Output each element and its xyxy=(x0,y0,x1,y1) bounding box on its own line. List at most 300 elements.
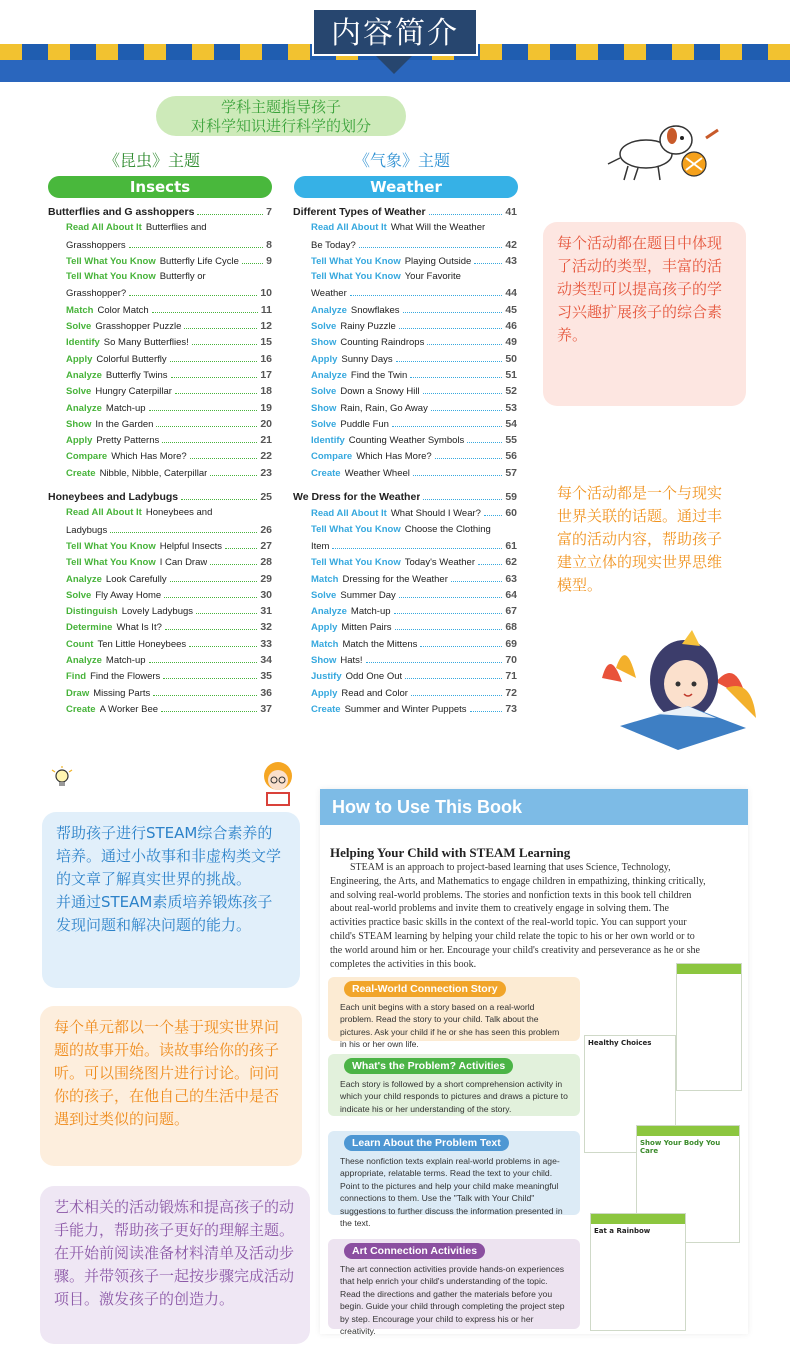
toc-entry-title: Which Has More? xyxy=(356,451,432,463)
toc-entry-title: Helpful Insects xyxy=(159,540,223,552)
toc-entry-title: So Many Butterflies! xyxy=(103,337,189,349)
book-page xyxy=(320,789,748,1337)
toc-entry xyxy=(48,524,272,540)
toc-entry-title: Different Types of Weather xyxy=(293,206,426,218)
toc-leader-dots xyxy=(403,312,503,313)
toc-page-number: 53 xyxy=(505,401,517,414)
girl-reading-illustration xyxy=(596,618,762,754)
toc-entry xyxy=(293,670,517,686)
toc-entry-title: A Worker Bee xyxy=(99,703,159,715)
toc-page-number: 43 xyxy=(505,254,517,267)
toc-entry xyxy=(293,320,517,336)
toc-page-number: 36 xyxy=(260,686,272,699)
toc-leader-dots xyxy=(399,328,503,329)
toc-entry xyxy=(48,605,272,621)
toc-activity-type: Solve xyxy=(311,321,337,333)
toc-entry-title: Your Favorite xyxy=(404,271,461,283)
toc-activity-type: Tell What You Know xyxy=(66,540,156,552)
toc-leader-dots xyxy=(129,247,263,248)
toc-page-number: 25 xyxy=(260,491,272,504)
toc-leader-dots xyxy=(181,499,257,500)
toc-entry xyxy=(48,507,272,523)
toc-page-number: 56 xyxy=(505,450,517,463)
callout-real-world-topic: 每个活动都是一个与现实世界关联的话题。通过丰富的活动内容，帮助孩子建立立体的现实世界思维模型。 xyxy=(543,472,747,608)
toc-page-number: 18 xyxy=(260,385,272,398)
toc-entry xyxy=(48,369,272,385)
toc-activity-type: Apply xyxy=(311,622,338,634)
toc-entry-title: Color Match xyxy=(97,304,149,316)
toc-page-number: 63 xyxy=(505,572,517,585)
toc-leader-dots xyxy=(171,377,258,378)
toc-leader-dots xyxy=(395,629,503,630)
toc-entry-title: Weather Wheel xyxy=(344,467,410,479)
toc-activity-type: Create xyxy=(311,703,341,715)
toc-leader-dots xyxy=(242,263,263,264)
toc-entry xyxy=(48,450,272,466)
toc-page-number: 16 xyxy=(260,352,272,365)
toc-leader-dots xyxy=(192,344,258,345)
toc-activity-type: Create xyxy=(66,467,96,479)
thumbnail-yummy-ache xyxy=(676,963,742,1091)
toc-leader-dots xyxy=(394,613,503,614)
toc-page-number: 15 xyxy=(260,336,272,349)
toc-page-number: 52 xyxy=(505,385,517,398)
toc-unit-heading xyxy=(48,491,272,507)
activity-label: What's the Problem? Activities xyxy=(344,1058,513,1074)
toc-entry xyxy=(293,239,517,255)
toc-leader-dots xyxy=(427,344,502,345)
toc-page-number: 62 xyxy=(505,556,517,569)
toc-entry xyxy=(48,703,272,719)
toc-entry-title: Pretty Patterns xyxy=(96,435,160,447)
toc-page-number: 73 xyxy=(505,702,517,715)
toc-entry xyxy=(293,621,517,637)
toc-entry xyxy=(48,402,272,418)
toc-entry xyxy=(293,402,517,418)
toc-page-number: 50 xyxy=(505,352,517,365)
toc-entry-title: Look Carefully xyxy=(105,573,167,585)
toc-entry-title: Nibble, Nibble, Caterpillar xyxy=(99,467,208,479)
toc-entry-title: Find the Twin xyxy=(350,369,408,381)
toc-activity-type: Show xyxy=(66,418,92,430)
toc-leader-dots xyxy=(470,711,503,712)
toc-entry-title: Hungry Caterpillar xyxy=(95,386,172,398)
title-notch xyxy=(376,56,412,74)
toc-entry xyxy=(293,271,517,287)
toc-page-number: 20 xyxy=(260,417,272,430)
toc-activity-type: Tell What You Know xyxy=(66,271,156,283)
toc-entry xyxy=(293,353,517,369)
toc-page-number: 23 xyxy=(260,466,272,479)
toc-leader-dots xyxy=(332,548,502,549)
toc-entry-title: Butterfly Twins xyxy=(105,369,168,381)
toc-activity-type: Tell What You Know xyxy=(66,255,156,267)
toc-page-number: 67 xyxy=(505,605,517,618)
toc-entry xyxy=(293,336,517,352)
dog-illustration xyxy=(598,118,722,186)
toc-leader-dots xyxy=(405,678,502,679)
toc-leader-dots xyxy=(431,410,502,411)
toc-page-number: 33 xyxy=(260,637,272,650)
toc-entry-title: What Will the Weather xyxy=(390,222,486,234)
toc-page-number: 12 xyxy=(260,320,272,333)
toc-entry xyxy=(48,385,272,401)
toc-leader-dots xyxy=(474,263,502,264)
toc-activity-type: Compare xyxy=(311,451,353,463)
toc-entry-title: What Should I Wear? xyxy=(390,508,481,520)
toc-entry xyxy=(48,255,272,271)
toc-activity-type: Identify xyxy=(66,337,100,349)
toc-page-number: 51 xyxy=(505,368,517,381)
toc-entry-title: Down a Snowy Hill xyxy=(340,386,420,398)
toc-entry-title: Match-up xyxy=(105,402,146,414)
toc-activity-type: Create xyxy=(311,467,341,479)
toc-activity-type: Read All About It xyxy=(66,222,142,234)
toc-leader-dots xyxy=(170,361,258,362)
toc-page-number: 69 xyxy=(505,637,517,650)
toc-entry-title: Fly Away Home xyxy=(95,589,162,601)
activity-learn-about-problem xyxy=(328,1131,580,1229)
toc-activity-type: Analyze xyxy=(66,573,102,585)
toc-entry-title: Summer and Winter Puppets xyxy=(344,703,467,715)
toc-activity-type: Tell What You Know xyxy=(66,557,156,569)
toc-page-number: 68 xyxy=(505,621,517,634)
toc-entry xyxy=(293,467,517,483)
book-subheading: Helping Your Child with STEAM Learning xyxy=(330,845,571,860)
toc-entry-title: Item xyxy=(311,540,330,552)
toc-activity-type: Match xyxy=(311,638,339,650)
toc-leader-dots xyxy=(161,711,257,712)
toc-entry xyxy=(293,605,517,621)
toc-page-number: 55 xyxy=(505,434,517,447)
book-intro: STEAM is an approach to project-based learning that uses Science, Technology, Engineering, the Arts, and Mathematics to engage children in empathizing, thinking critically, and solving real-world problems. The stories and nonfiction texts in this book tell children about real-world problems and invite them to creatively engage in solving them. The activities practice basic skills in the context of the real-world topic. You can support your child's STEAM learning by helping your child relate the topic to his or her own world or to the world around him or her. Encourage your child's creativity and perseverance as he or she completes the activities in this book. xyxy=(330,862,706,970)
toc-entry-title: Honeybees and Ladybugs xyxy=(48,491,179,504)
activity-art-connection xyxy=(328,1239,580,1337)
toc-leader-dots xyxy=(451,581,502,582)
toc-page-number: 59 xyxy=(505,491,517,504)
toc-entry xyxy=(293,687,517,703)
toc-entry-title: Rain, Rain, Go Away xyxy=(340,402,428,414)
toc-gap xyxy=(293,483,517,491)
toc-activity-type: Tell What You Know xyxy=(311,271,401,283)
toc-activity-type: Determine xyxy=(66,622,113,634)
toc-entry-title: Colorful Butterfly xyxy=(96,353,167,365)
toc-entry-title: Which Has More? xyxy=(111,451,187,463)
toc-entry xyxy=(48,556,272,572)
callout-art: 艺术相关的活动锻炼和提高孩子的动手能力，帮助孩子更好的理解主题。在开始前阅读准备材料清单及活动步骤。并带领孩子一起按步骤完成活动项目。激发孩子的创造力。 xyxy=(40,1186,310,1344)
toc-entry xyxy=(48,434,272,450)
toc-activity-type: Find xyxy=(66,671,87,683)
activity-text: The art connection activities provide hands-on experiences that help enrich your child's understanding of the topic. Read the directions and gather the materials before you begin. Guide your child through completing the project step by step. Encourage your child to express his or her creativity. xyxy=(340,1264,565,1337)
toc-page-number: 27 xyxy=(260,539,272,552)
toc-page-number: 44 xyxy=(505,287,517,300)
toc-entry-title: Read and Color xyxy=(341,687,408,699)
toc-leader-dots xyxy=(184,328,257,329)
toc-leader-dots xyxy=(189,646,257,647)
toc-page-number: 64 xyxy=(505,588,517,601)
toc-page-number: 46 xyxy=(505,320,517,333)
toc-page-number: 11 xyxy=(260,303,272,316)
toc-entry-title: Butterflies and xyxy=(145,222,207,234)
toc-entry xyxy=(293,450,517,466)
toc-entry-title: In the Garden xyxy=(95,418,154,430)
toc-leader-dots xyxy=(190,458,258,459)
toc-leader-dots xyxy=(366,662,503,663)
toc-entry-title: Ladybugs xyxy=(66,524,108,536)
toc-leader-dots xyxy=(435,458,503,459)
toc-activity-type: Solve xyxy=(66,386,92,398)
toc-leader-dots xyxy=(196,613,257,614)
activity-label: Learn About the Problem Text xyxy=(344,1135,509,1151)
toc-entry xyxy=(293,255,517,271)
toc-activity-type: Read All About It xyxy=(311,222,387,234)
callout-steam xyxy=(42,812,300,988)
toc-entry-title: Be Today? xyxy=(311,239,356,251)
toc-leader-dots xyxy=(149,662,258,663)
toc-activity-type: Apply xyxy=(66,435,93,447)
toc-activity-type: Analyze xyxy=(66,655,102,667)
toc-entry-title: Lovely Ladybugs xyxy=(121,606,194,618)
toc-activity-type: Count xyxy=(66,638,94,650)
toc-entry-title: Puddle Fun xyxy=(340,418,389,430)
activity-label: Art Connection Activities xyxy=(344,1243,485,1259)
toc-activity-type: Tell What You Know xyxy=(311,557,401,569)
toc-entry-title: Hats! xyxy=(340,655,363,667)
toc-activity-type: Solve xyxy=(66,589,92,601)
toc-page-number: 21 xyxy=(260,434,272,447)
toc-entry xyxy=(293,638,517,654)
toc-entry-title: Snowflakes xyxy=(350,304,400,316)
toc-entry xyxy=(293,222,517,238)
toc-page-number: 54 xyxy=(505,417,517,430)
toc-page-number: 19 xyxy=(260,401,272,414)
toc-activity-type: Tell What You Know xyxy=(311,255,401,267)
toc-page-number: 70 xyxy=(505,654,517,667)
toc-entry-title: Match-up xyxy=(105,655,146,667)
toc-activity-type: Show xyxy=(311,337,337,349)
toc-entry-title: Ten Little Honeybees xyxy=(97,638,187,650)
toc-leader-dots xyxy=(165,629,257,630)
toc-entry xyxy=(293,385,517,401)
toc-entry-title: Grasshopper? xyxy=(66,288,127,300)
toc-page-number: 42 xyxy=(505,238,517,251)
toc-leader-dots xyxy=(410,377,502,378)
callout-story: 每个单元都以一个基于现实世界问题的故事开始。读故事给你的孩子听。可以围绕图片进行讨论。问问你的孩子，在他自己的生活中是否遇到过类似的问题。 xyxy=(40,1006,302,1166)
activity-whats-the-problem xyxy=(328,1054,580,1116)
toc-leader-dots xyxy=(170,581,258,582)
toc-leader-dots xyxy=(175,393,257,394)
insects-theme-title: 《昆虫》主题 xyxy=(104,151,201,170)
toc-page-number: 60 xyxy=(505,507,517,520)
toc-page-number: 8 xyxy=(266,238,272,251)
toc-page-number: 29 xyxy=(260,572,272,585)
toc-activity-type: Tell What You Know xyxy=(311,523,401,535)
toc-entry-title: Honeybees and xyxy=(145,507,213,519)
toc-entry-title: Dressing for the Weather xyxy=(342,573,448,585)
toc-unit-heading xyxy=(48,206,272,222)
toc-activity-type: Analyze xyxy=(66,369,102,381)
toc-entry xyxy=(293,507,517,523)
toc-entry xyxy=(48,271,272,287)
toc-leader-dots xyxy=(467,442,502,443)
activity-text: Each story is followed by a short comprehension activity in which your child responds to pictures and draws a picture to indicate his or her understanding of the story. xyxy=(340,1079,568,1114)
toc-entry-title: Odd One Out xyxy=(345,671,403,683)
toc-entry xyxy=(48,353,272,369)
toc-entry-title: Match the Mittens xyxy=(342,638,418,650)
toc-entry-title: Mitten Pairs xyxy=(341,622,392,634)
toc-entry-title: Counting Raindrops xyxy=(340,337,425,349)
toc-entry xyxy=(293,654,517,670)
toc-page-number: 30 xyxy=(260,588,272,601)
boy-reading-illustration xyxy=(254,756,304,812)
toc-unit-heading xyxy=(293,491,517,507)
toc-leader-dots xyxy=(478,564,502,565)
toc-entry xyxy=(48,687,272,703)
toc-leader-dots xyxy=(399,597,503,598)
toc-page-number: 28 xyxy=(260,556,272,569)
toc-activity-type: Solve xyxy=(311,386,337,398)
toc-entry xyxy=(48,418,272,434)
toc-page-number: 37 xyxy=(260,702,272,715)
toc-entry-title: Butterfly Life Cycle xyxy=(159,255,239,267)
page-title: 内容简介 xyxy=(312,8,478,56)
toc-entry-title: We Dress for the Weather xyxy=(293,491,421,504)
toc-activity-type: Analyze xyxy=(311,606,347,618)
toc-activity-type: Show xyxy=(311,402,337,414)
toc-entry-title: Weather xyxy=(311,288,347,300)
subject-line-1: 学科主题指导孩子 xyxy=(220,98,341,116)
toc-entry xyxy=(293,287,517,303)
toc-entry xyxy=(293,556,517,572)
toc-entry xyxy=(48,239,272,255)
toc-entry xyxy=(48,287,272,303)
toc-page-number: 71 xyxy=(505,670,517,683)
toc-entry xyxy=(293,304,517,320)
toc-entry xyxy=(293,524,517,540)
toc-page-number: 7 xyxy=(266,206,272,218)
toc-gap xyxy=(48,483,272,491)
toc-activity-type: Analyze xyxy=(66,402,102,414)
insects-section-bar: Insects xyxy=(48,176,272,198)
toc-page-number: 72 xyxy=(505,686,517,699)
subject-pill xyxy=(156,96,406,136)
toc-activity-type: Solve xyxy=(311,418,337,430)
toc-leader-dots xyxy=(411,695,502,696)
toc-entry-title: Counting Weather Symbols xyxy=(348,435,465,447)
toc-page-number: 34 xyxy=(260,654,272,667)
toc-activity-type: Draw xyxy=(66,687,90,699)
toc-entry-title: Grasshopper Puzzle xyxy=(95,321,182,333)
toc-activity-type: Apply xyxy=(311,353,338,365)
toc-entry xyxy=(293,589,517,605)
toc-activity-type: Read All About It xyxy=(66,507,142,519)
toc-entry-title: Today's Weather xyxy=(404,557,476,569)
toc-leader-dots xyxy=(110,532,257,533)
toc-leader-dots xyxy=(153,695,257,696)
callout-steam-text-2: 并通过STEAM素质培养锻炼孩子发现问题和解决问题的能力。 xyxy=(56,893,273,934)
thumbnail-title: Show Your Body You Care xyxy=(640,1139,721,1155)
toc-activity-type: Show xyxy=(311,655,337,667)
toc-activity-type: Analyze xyxy=(311,369,347,381)
toc-leader-dots xyxy=(197,214,263,215)
toc-page-number: 10 xyxy=(260,287,272,300)
toc-entry-title: Playing Outside xyxy=(404,255,472,267)
toc-leader-dots xyxy=(156,426,257,427)
toc-entry-title: Find the Flowers xyxy=(90,671,161,683)
toc-activity-type: Analyze xyxy=(311,304,347,316)
toc-leader-dots xyxy=(210,475,257,476)
toc-entry xyxy=(293,573,517,589)
toc-entry xyxy=(48,621,272,637)
toc-leader-dots xyxy=(359,247,503,248)
toc-entry xyxy=(293,418,517,434)
toc-page-number: 45 xyxy=(505,303,517,316)
toc-activity-type: Match xyxy=(311,573,339,585)
toc-activity-type: Create xyxy=(66,703,96,715)
toc-page-number: 9 xyxy=(266,254,272,267)
book-heading: How to Use This Book xyxy=(320,789,748,825)
toc-leader-dots xyxy=(392,426,502,427)
toc-leader-dots xyxy=(162,442,257,443)
toc-leader-dots xyxy=(484,515,502,516)
toc-entry xyxy=(48,670,272,686)
activity-label: Real-World Connection Story xyxy=(344,981,506,997)
toc-entry xyxy=(48,589,272,605)
toc-leader-dots xyxy=(164,597,257,598)
toc-leader-dots xyxy=(396,361,503,362)
toc-page-number: 17 xyxy=(260,368,272,381)
callout-steam-text-1: 帮助孩子进行STEAM综合素养的培养。通过小故事和非虚构类文学的文章了解真实世界的挑战。 xyxy=(56,824,282,888)
toc-entry-title: I Can Draw xyxy=(159,557,208,569)
toc-entry xyxy=(293,703,517,719)
toc-entry-title: Butterflies and G asshoppers xyxy=(48,206,195,218)
insects-toc xyxy=(48,206,272,719)
lightbulb-icon xyxy=(50,766,74,790)
toc-activity-type: Distinguish xyxy=(66,606,118,618)
weather-toc xyxy=(293,206,517,719)
toc-leader-dots xyxy=(420,646,502,647)
toc-activity-type: Apply xyxy=(66,353,93,365)
toc-entry-title: Grasshoppers xyxy=(66,239,126,251)
toc-leader-dots xyxy=(210,564,257,565)
activity-real-world-story xyxy=(328,977,580,1050)
thumbnail-eat-a-rainbow xyxy=(590,1213,686,1331)
toc-page-number: 22 xyxy=(260,450,272,463)
toc-activity-type: Apply xyxy=(311,687,338,699)
toc-entry xyxy=(48,573,272,589)
toc-page-number: 61 xyxy=(505,539,517,552)
toc-entry xyxy=(48,540,272,556)
toc-entry xyxy=(48,467,272,483)
toc-leader-dots xyxy=(129,295,257,296)
toc-leader-dots xyxy=(413,475,502,476)
toc-page-number: 57 xyxy=(505,466,517,479)
toc-entry-title: Missing Parts xyxy=(93,687,151,699)
toc-activity-type: Solve xyxy=(66,321,92,333)
toc-entry xyxy=(293,540,517,556)
thumbnail-title: Healthy Choices xyxy=(588,1039,652,1047)
toc-entry xyxy=(293,434,517,450)
toc-activity-type: Solve xyxy=(311,589,337,601)
toc-entry xyxy=(48,336,272,352)
toc-page-number: 32 xyxy=(260,621,272,634)
toc-leader-dots xyxy=(225,548,257,549)
toc-entry xyxy=(48,320,272,336)
toc-activity-type: Justify xyxy=(311,671,342,683)
thumbnail-title: Eat a Rainbow xyxy=(594,1227,651,1235)
toc-page-number: 35 xyxy=(260,670,272,683)
toc-entry-title: What Is It? xyxy=(116,622,162,634)
